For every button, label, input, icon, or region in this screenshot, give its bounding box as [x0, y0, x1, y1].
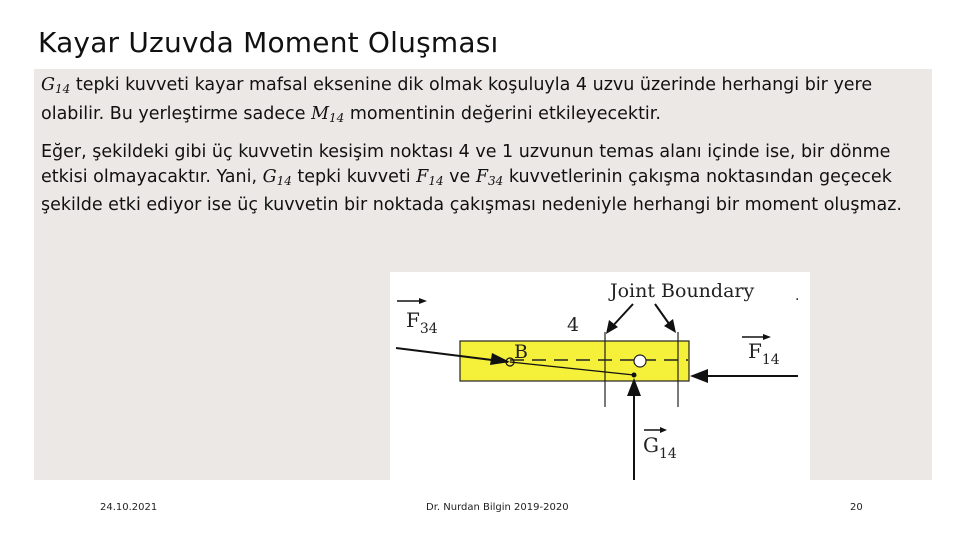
intersection-point — [632, 373, 637, 378]
dot-mark: . — [795, 288, 800, 304]
paragraph-2 — [41, 140, 921, 218]
paragraph-text: ve — [443, 166, 476, 187]
f14-letter: F — [748, 339, 762, 363]
paragraph-text: tepki kuvveti kayar mafsal eksenine dik olmak koşuluyla 4 uzvu üzerinde herhangi bir yere olabilir. Bu yerleştirme sadece — [41, 75, 873, 124]
symbol-g: G — [41, 75, 55, 95]
footer-author: Dr. Nurdan Bilgin 2019-2020 — [426, 502, 569, 513]
point-b-label: B — [514, 341, 528, 363]
paragraph-text: tepki kuvveti — [291, 166, 417, 187]
f34-letter: F — [406, 308, 420, 332]
paragraph-1 — [41, 73, 921, 130]
pin-joint-circle — [634, 355, 646, 367]
subscript: 14 — [428, 173, 444, 188]
symbol-g: G — [262, 166, 277, 187]
subscript: 14 — [329, 110, 345, 125]
subscript: 34 — [488, 173, 504, 188]
slider-force-diagram — [390, 272, 810, 480]
subscript: 14 — [54, 82, 71, 96]
footer-date: 24.10.2021 — [100, 502, 158, 513]
link-label: 4 — [567, 314, 580, 336]
g14-letter: G — [643, 433, 659, 457]
g14-subscript: 14 — [658, 446, 677, 462]
paragraph-text: Eğer, şekildeki gibi üç kuvvetin kesişim noktası 4 ve 1 uzvunun temas alanı içinde ise, bir dönme etkisi olmayacaktır. Yani, — [41, 142, 891, 187]
symbol-f: F — [475, 166, 489, 187]
symbol-m: M — [311, 103, 330, 124]
footer-page-number: 20 — [850, 502, 863, 513]
symbol-f: F — [416, 166, 429, 187]
paragraph-text: kuvvetlerinin çakışma noktasından geçecek şekilde etki ediyor ise üç kuvvetin bir noktada çakışması nedeniyle herhangi bir moment oluşmaz. — [41, 166, 902, 215]
f14-subscript: 14 — [761, 352, 780, 368]
f34-subscript: 34 — [419, 321, 438, 337]
joint-boundary-label: Joint Boundary — [610, 280, 755, 302]
paragraph-text: momentinin değerini etkileyecektir. — [344, 103, 661, 124]
slide-title: Kayar Uzuvda Moment Oluşması — [38, 26, 499, 59]
subscript: 14 — [276, 173, 292, 188]
